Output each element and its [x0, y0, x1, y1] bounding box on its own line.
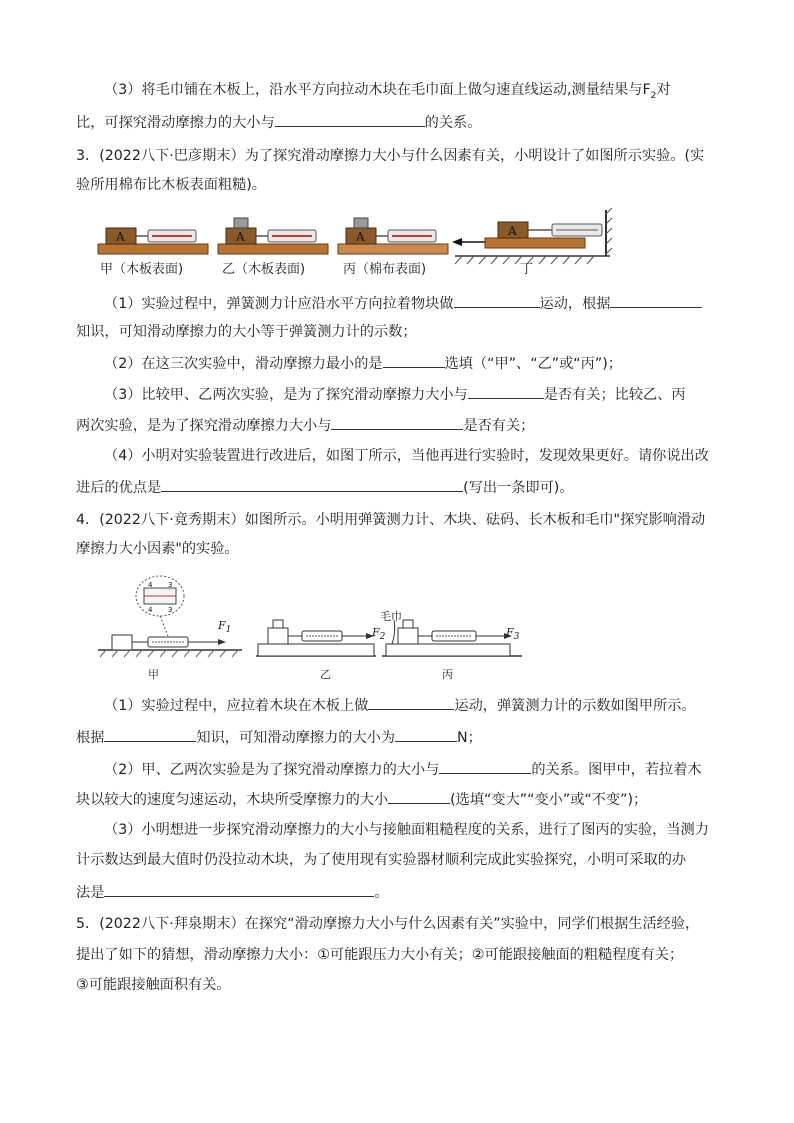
force-f: F: [218, 619, 226, 632]
caption-bing: 丙（棉布表面): [343, 262, 427, 277]
q3-p3-tail: 是否有关；: [463, 418, 535, 434]
dial-tick: 4: [148, 606, 153, 614]
q4-part1-line2: [76, 726, 482, 748]
caption-jia: 甲（木板表面): [100, 262, 184, 277]
q2-p3-text: （3）将毛巾铺在木板上，沿水平方向拉动木块在毛巾面上做匀速直线运动,测量结果与F: [104, 82, 651, 98]
q3-p4-text: 进后的优点是: [76, 480, 162, 496]
force-label-f1: [218, 619, 231, 635]
q4-part2-line1: [104, 758, 702, 780]
q2-part3-line1: [104, 80, 671, 106]
q4-p2-text: （2）甲、乙两次实验是为了探究滑动摩擦力的大小与: [104, 762, 440, 778]
q3-part4-line1: （4）小明对实验装置进行改进后，如图丁所示，当他再进行实验时，发现效果更好。请你说出改: [104, 448, 709, 464]
q2-p3-text2: 比，可探究滑动摩擦力的大小与: [76, 115, 275, 131]
q4-p1-text: （1）实验过程中，应拉着木块在木板上做: [104, 698, 369, 714]
force-label-f3: [506, 626, 519, 642]
dial-tick: 4: [148, 581, 153, 589]
answer-blank[interactable]: [331, 414, 463, 430]
q3-p3-mid: 是否有关；比较乙、丙: [543, 387, 686, 403]
q4-p3-tail: 。: [374, 885, 389, 901]
answer-blank[interactable]: [161, 476, 463, 492]
setup-bing: [338, 218, 448, 254]
q5-stem-line2: 提出了如下的猜想，滑动摩擦力大小：①可能跟压力大小有关；②可能跟接触面的粗糙程度有关；: [76, 947, 684, 963]
q4-p1-mid: 运动，弹簧测力计的示数如图甲所示。: [454, 698, 696, 714]
answer-blank[interactable]: [104, 726, 196, 742]
q3-p2-tail: 选填（“甲”、“乙”或“丙”)；: [444, 356, 622, 372]
q2-p3-tail: 对: [656, 82, 671, 98]
force-sub: 1: [225, 625, 232, 636]
q4-part3-line3: [76, 881, 389, 903]
force-f: F: [372, 626, 380, 639]
q4-p1-mid2: 知识，可知滑动摩擦力的大小为: [196, 730, 396, 746]
q3-p1-mid: 运动，根据: [539, 296, 611, 312]
caption-yi-q4: 乙: [320, 668, 331, 681]
answer-blank[interactable]: [368, 694, 454, 710]
dial-tick: 3: [168, 581, 173, 589]
answer-blank[interactable]: [383, 352, 445, 368]
force-f: F: [506, 626, 514, 639]
answer-blank[interactable]: [275, 111, 425, 127]
block-label-a: A: [116, 230, 125, 244]
caption-jia-q4: 甲: [148, 668, 159, 681]
q3-part2: [104, 352, 622, 374]
answer-blank[interactable]: [388, 788, 450, 804]
answer-blank[interactable]: [468, 383, 544, 399]
force-sub: 2: [379, 632, 386, 643]
q3-part1-line2: 知识，可知滑动摩擦力的大小等于弹簧测力计的示数；: [76, 324, 417, 340]
q3-stem-line1: 3．(2022八下·巴彦期末）为了探究滑动摩擦力大小与什么因素有关，小明设计了如图所示实验。(实: [76, 148, 705, 164]
force-label-f2: [372, 626, 385, 642]
q3-p3-text: （3）比较甲、乙两次实验，是为了探究滑动摩擦力大小与: [104, 387, 468, 403]
q3-p4-tail: (写出一条即可)。: [463, 480, 574, 496]
answer-blank[interactable]: [104, 881, 374, 897]
q4-stem-line1: 4．(2022八下·竟秀期末）如图所示。小明用弹簧测力计、木块、砝码、长木板和毛巾"探究影响滑动: [76, 512, 706, 528]
block-label-a: A: [356, 230, 365, 244]
q4-p2-tail: (选填“变大”“变小”或“不变”)；: [450, 792, 648, 808]
q4-part1-line1: [104, 694, 696, 716]
setup-yi: [218, 218, 328, 254]
q2-part3-line2: [76, 111, 481, 133]
setup-jia-q4: [98, 576, 242, 657]
f2-subscript: 2: [650, 90, 657, 101]
setup-jia: [98, 228, 208, 254]
q3-part3-line1: [104, 383, 686, 405]
answer-blank[interactable]: [454, 292, 540, 308]
q4-p2-mid: 的关系。图甲中，若拉着木: [531, 762, 702, 778]
force-sub: 3: [513, 632, 520, 643]
q4-part3-line2: 计示数达到最大值时仍没拉动木块，为了使用现有实验器材顺利完成此实验探究，小明可采取的办: [76, 852, 687, 868]
q4-p2-text2: 块以较大的速度匀速运动，木块所受摩擦力的大小: [76, 792, 389, 808]
q3-p2-text: （2）在这三次实验中，滑动摩擦力最小的是: [104, 356, 383, 372]
answer-blank[interactable]: [610, 292, 702, 308]
q4-part3-line1: （3）小明想进一步探究滑动摩擦力的大小与接触面粗糙程度的关系，进行了图丙的实验，当测力: [104, 822, 709, 838]
block-label-a: A: [236, 230, 245, 244]
q5-stem-line3: ③可能跟接触面积有关。: [76, 977, 231, 993]
q3-p3-text2: 两次实验，是为了探究滑动摩擦力大小与: [76, 418, 332, 434]
q3-stem-line2: 验所用棉布比木板表面粗糙)。: [76, 177, 266, 193]
q4-p3-text: 法是: [76, 885, 105, 901]
q3-p1-text: （1）实验过程中，弹簧测力计应沿水平方向拉着物块做: [104, 296, 454, 312]
dial-tick: 3: [168, 606, 173, 614]
caption-ding: 丁: [520, 262, 534, 277]
caption-yi: 乙（木板表面): [222, 262, 306, 277]
q4-p1-text2: 根据: [76, 730, 105, 746]
q4-part2-line2: [76, 788, 647, 810]
setup-ding: [452, 208, 612, 264]
q3-part1-line1: [104, 292, 702, 314]
q4-stem-line2: 摩擦力大小因素"的实验。: [76, 541, 239, 557]
q4-p1-unit: N；: [457, 730, 482, 746]
setup-yi-q4: [256, 620, 376, 656]
q5-stem-line1: 5．(2022八下·拜泉期末）在探究“滑动摩擦力大小与什么因素有关”实验中，同学们根据生活经验，: [76, 916, 700, 932]
q2-p3-tail2: 的关系。: [424, 115, 482, 131]
setup-bing-q4: [379, 620, 522, 656]
q3-part3-line2: [76, 414, 534, 436]
answer-blank[interactable]: [395, 726, 457, 742]
block-label-a: A: [508, 224, 517, 238]
answer-blank[interactable]: [439, 758, 531, 774]
q3-part4-line2: [76, 476, 574, 498]
towel-label: 毛巾: [380, 610, 402, 623]
q4-figure: [92, 572, 532, 662]
caption-bing-q4: 丙: [442, 668, 453, 681]
